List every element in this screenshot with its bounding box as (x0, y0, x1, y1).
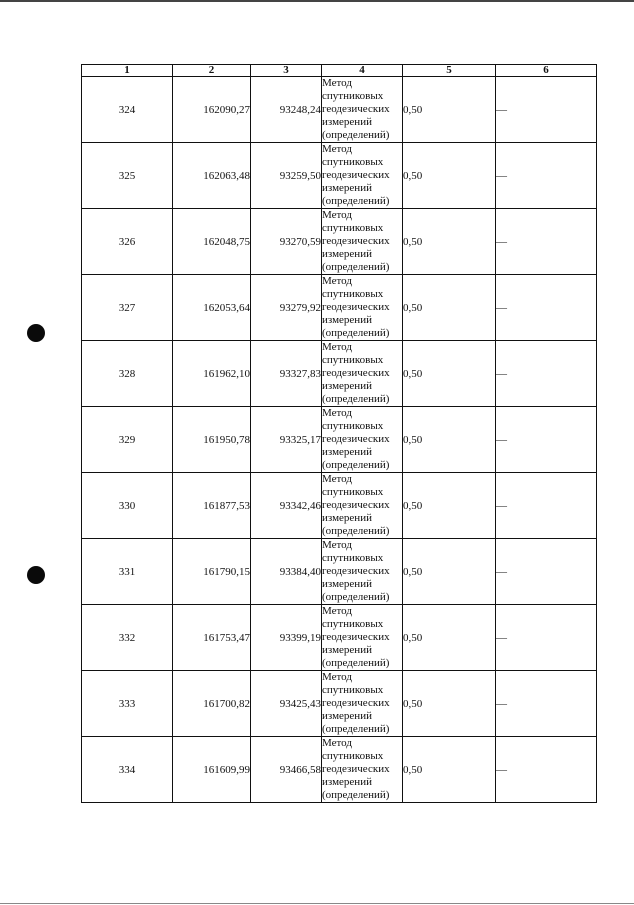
header-col-4: 4 (322, 65, 403, 77)
table-row (82, 671, 597, 737)
table-row (82, 539, 597, 605)
coord-y-cell: 93259,50 (251, 143, 322, 209)
coord-y-cell: 93342,46 (251, 473, 322, 539)
note-cell: — (496, 341, 597, 407)
method-cell: Метод спутниковых геодезических измерений (определений) (322, 671, 403, 737)
header-col-5: 5 (403, 65, 496, 77)
header-col-1: 1 (82, 65, 173, 77)
method-cell: Метод спутниковых геодезических измерений (определений) (322, 209, 403, 275)
table-header (82, 65, 597, 77)
coord-x-cell: 161700,82 (173, 671, 251, 737)
coord-x-cell: 162063,48 (173, 143, 251, 209)
note-cell: — (496, 407, 597, 473)
method-cell: Метод спутниковых геодезических измерений (определений) (322, 77, 403, 143)
accuracy-cell: 0,50 (403, 77, 496, 143)
method-cell: Метод спутниковых геодезических измерений (определений) (322, 407, 403, 473)
note-cell: — (496, 143, 597, 209)
punch-hole-icon (27, 566, 45, 584)
accuracy-cell: 0,50 (403, 209, 496, 275)
coordinates-table (81, 64, 597, 803)
coord-x-cell: 161753,47 (173, 605, 251, 671)
point-number-cell: 332 (82, 605, 173, 671)
coord-x-cell: 161950,78 (173, 407, 251, 473)
point-number-cell: 334 (82, 737, 173, 803)
accuracy-cell: 0,50 (403, 341, 496, 407)
note-cell: — (496, 77, 597, 143)
coord-y-cell: 93270,59 (251, 209, 322, 275)
method-cell: Метод спутниковых геодезических измерений (определений) (322, 143, 403, 209)
table-row (82, 209, 597, 275)
point-number-cell: 333 (82, 671, 173, 737)
header-col-3: 3 (251, 65, 322, 77)
point-number-cell: 326 (82, 209, 173, 275)
note-cell: — (496, 671, 597, 737)
coord-y-cell: 93425,43 (251, 671, 322, 737)
coord-y-cell: 93384,40 (251, 539, 322, 605)
coord-y-cell: 93279,92 (251, 275, 322, 341)
method-cell: Метод спутниковых геодезических измерений (определений) (322, 275, 403, 341)
table-row (82, 605, 597, 671)
coord-x-cell: 161962,10 (173, 341, 251, 407)
note-cell: — (496, 539, 597, 605)
header-col-6: 6 (496, 65, 597, 77)
coord-y-cell: 93248,24 (251, 77, 322, 143)
point-number-cell: 327 (82, 275, 173, 341)
point-number-cell: 325 (82, 143, 173, 209)
note-cell: — (496, 209, 597, 275)
method-cell: Метод спутниковых геодезических измерений (определений) (322, 539, 403, 605)
method-cell: Метод спутниковых геодезических измерений (определений) (322, 737, 403, 803)
method-cell: Метод спутниковых геодезических измерений (определений) (322, 473, 403, 539)
table-row (82, 275, 597, 341)
method-cell: Метод спутниковых геодезических измерений (определений) (322, 341, 403, 407)
table-row (82, 407, 597, 473)
coord-x-cell: 161609,99 (173, 737, 251, 803)
coord-y-cell: 93327,83 (251, 341, 322, 407)
coord-y-cell: 93466,58 (251, 737, 322, 803)
accuracy-cell: 0,50 (403, 275, 496, 341)
accuracy-cell: 0,50 (403, 143, 496, 209)
coord-x-cell: 162053,64 (173, 275, 251, 341)
note-cell: — (496, 605, 597, 671)
table-row (82, 341, 597, 407)
accuracy-cell: 0,50 (403, 407, 496, 473)
point-number-cell: 328 (82, 341, 173, 407)
accuracy-cell: 0,50 (403, 539, 496, 605)
table-row (82, 143, 597, 209)
note-cell: — (496, 737, 597, 803)
coord-y-cell: 93399,19 (251, 605, 322, 671)
accuracy-cell: 0,50 (403, 605, 496, 671)
accuracy-cell: 0,50 (403, 737, 496, 803)
table-row (82, 737, 597, 803)
coord-y-cell: 93325,17 (251, 407, 322, 473)
page-top-edge-line (0, 0, 634, 2)
page-bottom-edge-line (0, 903, 634, 904)
coord-x-cell: 161790,15 (173, 539, 251, 605)
table-row (82, 77, 597, 143)
coord-x-cell: 162090,27 (173, 77, 251, 143)
table-row (82, 473, 597, 539)
note-cell: — (496, 275, 597, 341)
point-number-cell: 329 (82, 407, 173, 473)
coord-x-cell: 161877,53 (173, 473, 251, 539)
table-header-row (82, 65, 597, 77)
note-cell: — (496, 473, 597, 539)
table-body (82, 77, 597, 803)
accuracy-cell: 0,50 (403, 671, 496, 737)
coord-x-cell: 162048,75 (173, 209, 251, 275)
punch-hole-icon (27, 324, 45, 342)
point-number-cell: 324 (82, 77, 173, 143)
method-cell: Метод спутниковых геодезических измерений (определений) (322, 605, 403, 671)
accuracy-cell: 0,50 (403, 473, 496, 539)
point-number-cell: 331 (82, 539, 173, 605)
point-number-cell: 330 (82, 473, 173, 539)
header-col-2: 2 (173, 65, 251, 77)
